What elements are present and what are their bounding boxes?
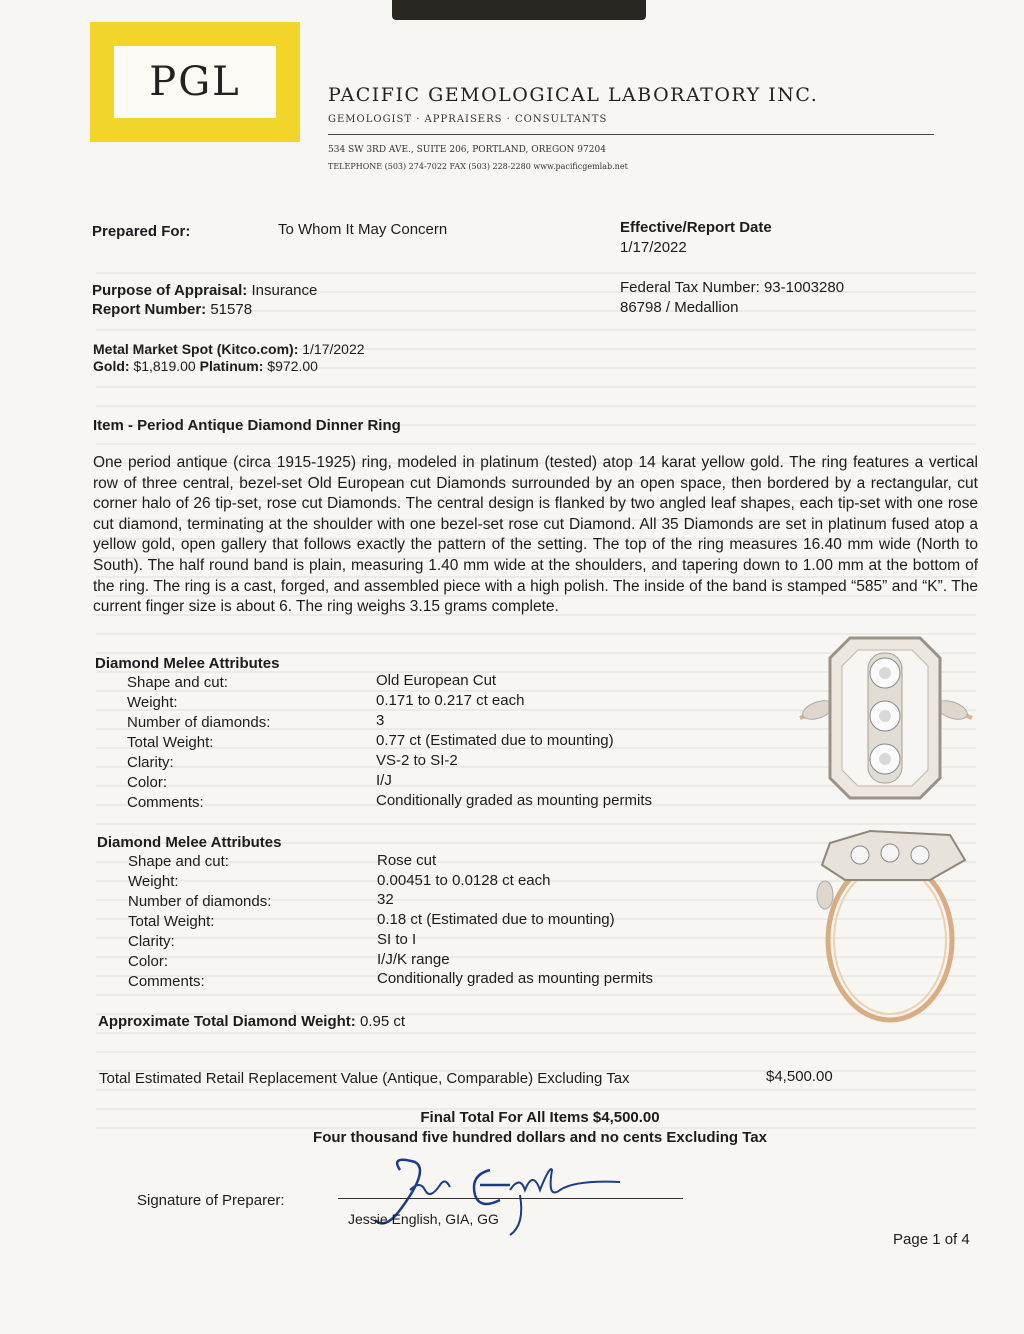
metal-label: Metal Market Spot (Kitco.com): [93, 341, 299, 357]
melee-2-value: SI to I [377, 931, 417, 948]
gold-label: Gold: [93, 358, 130, 374]
melee-1-value: 0.171 to 0.217 ct each [376, 692, 525, 709]
retail-value-amount: $4,500.00 [766, 1068, 833, 1085]
melee-1-label: Shape and cut: [127, 674, 228, 691]
melee-2-label: Total Weight: [128, 913, 215, 930]
approx-weight-line [98, 1012, 405, 1031]
melee-1-label: Total Weight: [127, 734, 214, 751]
company-phone: TELEPHONE (503) 274-7022 FAX (503) 228-2280 www.pacificgemlab.net [328, 162, 628, 171]
tax-line [620, 278, 844, 297]
company-address: 534 SW 3RD AVE., SUITE 206, PORTLAND, OREGON 97204 [328, 145, 606, 155]
melee-1-value: VS-2 to SI-2 [376, 752, 458, 769]
melee-2-value: Conditionally graded as mounting permits [377, 970, 653, 987]
melee-2-label: Number of diamonds: [128, 893, 272, 910]
item-title: Item - Period Antique Diamond Dinner Ring [93, 417, 401, 434]
melee-2-label: Weight: [128, 873, 179, 890]
logo: PGL [114, 46, 276, 118]
melee-1-value: 3 [376, 712, 385, 729]
approx-weight-label: Approximate Total Diamond Weight: [98, 1013, 356, 1030]
melee-1-label: Number of diamonds: [127, 714, 271, 731]
item-description: One period antique (circa 1915-1925) ring, modeled in platinum (tested) atop 14 karat yellow gold. The ring features a vertical row of three central, bezel-set Old European cut Diamonds surrounded by an open space, then bordered by a rectangular, cut corner halo of 26 tip-set, rose cut Diamonds. The central design is flanked by two angled leaf shapes, each tip-set with one rose cut diamond, terminating at the shoulder with one bezel-set rose cut Diamond. All 35 Diamonds are set in platinum fused atop a yellow gold, open gallery that follows exactly the pattern of the setting. The top of the ring measures 16.40 mm wide (North to South). The half round band is plain, measuring 1.40 mm wide at the shoulders, and tapering down to 1.00 mm at the bottom of the ring. The ring is a cast, forged, and assembled piece with a high polish. The inside of the band is stamped “585” and “K”. The current finger size is about 6. The ring weighs 3.15 grams complete. [93, 454, 978, 616]
scanner-clip [392, 0, 646, 20]
melee-2-value: I/J/K range [377, 951, 450, 968]
final-total: Final Total For All Items $4,500.00 [420, 1109, 660, 1126]
melee-1-label: Clarity: [127, 754, 174, 771]
platinum-value: $972.00 [267, 358, 318, 374]
tax-value: 93-1003280 [763, 279, 845, 296]
melee-1-value: Conditionally graded as mounting permits [376, 792, 652, 809]
melee-1-title: Diamond Melee Attributes [95, 655, 280, 672]
header-rule [328, 134, 934, 135]
ring-top-view-photo [790, 628, 980, 803]
melee-2-label: Comments: [128, 973, 205, 990]
signature-label: Signature of Preparer: [137, 1192, 285, 1209]
melee-1-value: Old European Cut [376, 672, 497, 689]
signature-line [338, 1198, 683, 1199]
melee-2-value: Rose cut [377, 852, 437, 869]
report-value: 51578 [210, 301, 253, 318]
melee-2-value: 0.18 ct (Estimated due to mounting) [377, 911, 615, 928]
melee-1-label: Color: [127, 774, 168, 791]
melee-2-title: Diamond Melee Attributes [97, 834, 282, 851]
melee-1-value: 0.77 ct (Estimated due to mounting) [376, 732, 614, 749]
report-label: Report Number: [92, 301, 207, 318]
melee-2-value: 32 [377, 891, 394, 908]
effective-date-label: Effective/Report Date [620, 219, 772, 236]
approx-weight-value: 0.95 ct [359, 1013, 405, 1030]
effective-date-value: 1/17/2022 [620, 239, 687, 256]
company-name: PACIFIC GEMOLOGICAL LABORATORY INC. [328, 84, 819, 106]
purpose-value: Insurance [251, 282, 318, 299]
melee-1-value: I/J [376, 772, 392, 789]
final-total-words: Four thousand five hundred dollars and no cents Excluding Tax [313, 1129, 767, 1146]
company-tagline: GEMOLOGIST · APPRAISERS · CONSULTANTS [328, 114, 608, 125]
melee-2-label: Color: [128, 953, 169, 970]
reference-number: 86798 / Medallion [620, 299, 739, 316]
melee-2-label: Clarity: [128, 933, 175, 950]
melee-1-label: Weight: [127, 694, 178, 711]
gold-value: $1,819.00 [133, 358, 196, 374]
prepared-for-value: To Whom It May Concern [278, 221, 448, 238]
gold-platinum-line [93, 357, 318, 376]
melee-2-value: 0.00451 to 0.0128 ct each [377, 872, 551, 889]
retail-value-label: Total Estimated Retail Replacement Value (Antique, Comparable) Excluding Tax [99, 1070, 630, 1087]
metal-date: 1/17/2022 [302, 341, 365, 357]
platinum-label: Platinum: [199, 358, 264, 374]
melee-1-label: Comments: [127, 794, 204, 811]
prepared-for-label: Prepared For: [92, 223, 191, 240]
page-number: Page 1 of 4 [893, 1231, 970, 1248]
purpose-line [92, 281, 317, 300]
preparer-name: Jessie English, GIA, GG [348, 1211, 499, 1227]
report-line [92, 300, 252, 319]
tax-label: Federal Tax Number: [620, 279, 760, 296]
melee-2-label: Shape and cut: [128, 853, 229, 870]
ring-side-view-photo [800, 825, 970, 1025]
purpose-label: Purpose of Appraisal: [92, 282, 248, 299]
